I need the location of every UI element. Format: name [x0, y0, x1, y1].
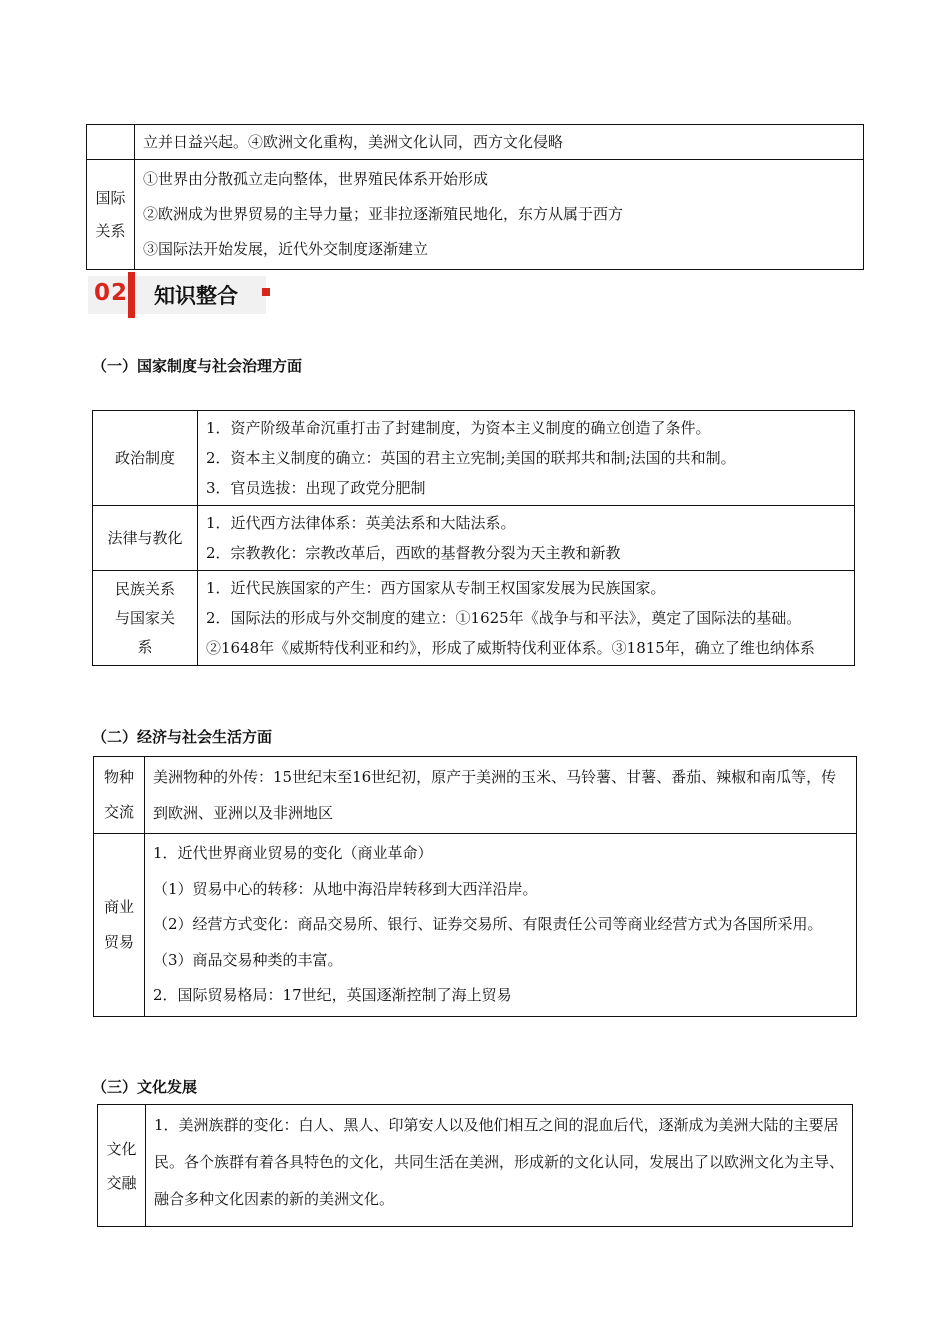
table-row [87, 160, 864, 270]
table-row [93, 411, 855, 506]
table-row [94, 757, 857, 834]
row-header: 民族关系 与国家关 系 [93, 571, 198, 666]
table-row [94, 834, 857, 1017]
row-header: 政治制度 [93, 411, 198, 506]
table-cell: 1．美洲族群的变化：白人、黑人、印第安人以及他们相互之间的混血后代，逐渐成为美洲大陆的主要居民。各个族群有着各具特色的文化，共同生活在美洲，形成新的文化认同，发展出了以欧洲文化为主导、融合多种文化因素的新的美洲文化。 [146, 1105, 853, 1227]
banner-title: 知识整合 [154, 284, 238, 308]
row-header: 物种 交流 [94, 757, 145, 834]
row-header: 法律与教化 [93, 506, 198, 571]
table-cell: 1．近代世界商业贸易的变化（商业革命） （1）贸易中心的转移：从地中海沿岸转移到大西洋沿岸。 （2）经营方式变化：商品交易所、银行、证券交易所、有限责任公司等商业经营方式为各国所采用。 （3）商品交易种类的丰富。 2．国际贸易格局：17世纪，英国逐渐控制了海上贸易 [145, 834, 857, 1017]
banner-number: 02 [94, 280, 129, 306]
table-row [98, 1105, 853, 1227]
table-cell: 1．近代西方法律体系：英美法系和大陆法系。 2．宗教教化：宗教改革后，西欧的基督教分裂为天主教和新教 [198, 506, 855, 571]
table-row [93, 571, 855, 666]
section-title: （一）国家制度与社会治理方面 [92, 357, 303, 375]
culture-table [97, 1104, 853, 1227]
square-icon [262, 288, 270, 296]
table-cell: 立并日益兴起。④欧洲文化重构，美洲文化认同，西方文化侵略 [135, 125, 864, 160]
table-cell: 1．近代民族国家的产生：西方国家从专制王权国家发展为民族国家。 2．国际法的形成与外交制度的建立：①1625年《战争与和平法》，奠定了国际法的基础。②1648年《威斯特伐利亚和约》，形成了威斯特伐利亚体系。③1815年，确立了维也纳体系 [198, 571, 855, 666]
table-row [93, 506, 855, 571]
row-header: 国际 关系 [87, 160, 135, 270]
table-cell: ①世界由分散孤立走向整体，世界殖民体系开始形成 ②欧洲成为世界贸易的主导力量；亚非拉逐渐殖民地化，东方从属于西方 ③国际法开始发展，近代外交制度逐渐建立 [135, 160, 864, 270]
section-title: （二）经济与社会生活方面 [92, 728, 273, 746]
top-table [86, 124, 864, 270]
section-banner [88, 272, 270, 316]
economy-table [93, 756, 857, 1017]
table-row [87, 125, 864, 160]
banner-divider [128, 272, 135, 318]
politics-table [92, 410, 855, 666]
table-cell: 美洲物种的外传：15世纪末至16世纪初，原产于美洲的玉米、马铃薯、甘薯、番茄、辣椒和南瓜等，传到欧洲、亚洲以及非洲地区 [145, 757, 857, 834]
row-header: 文化 交融 [98, 1105, 146, 1227]
section-title: （三）文化发展 [92, 1078, 198, 1096]
row-header: 商业 贸易 [94, 834, 145, 1017]
table-cell: 1．资产阶级革命沉重打击了封建制度，为资本主义制度的确立创造了条件。 2．资本主义制度的确立：英国的君主立宪制;美国的联邦共和制;法国的共和制。 3．官员选拔：出现了政党分肥制 [198, 411, 855, 506]
